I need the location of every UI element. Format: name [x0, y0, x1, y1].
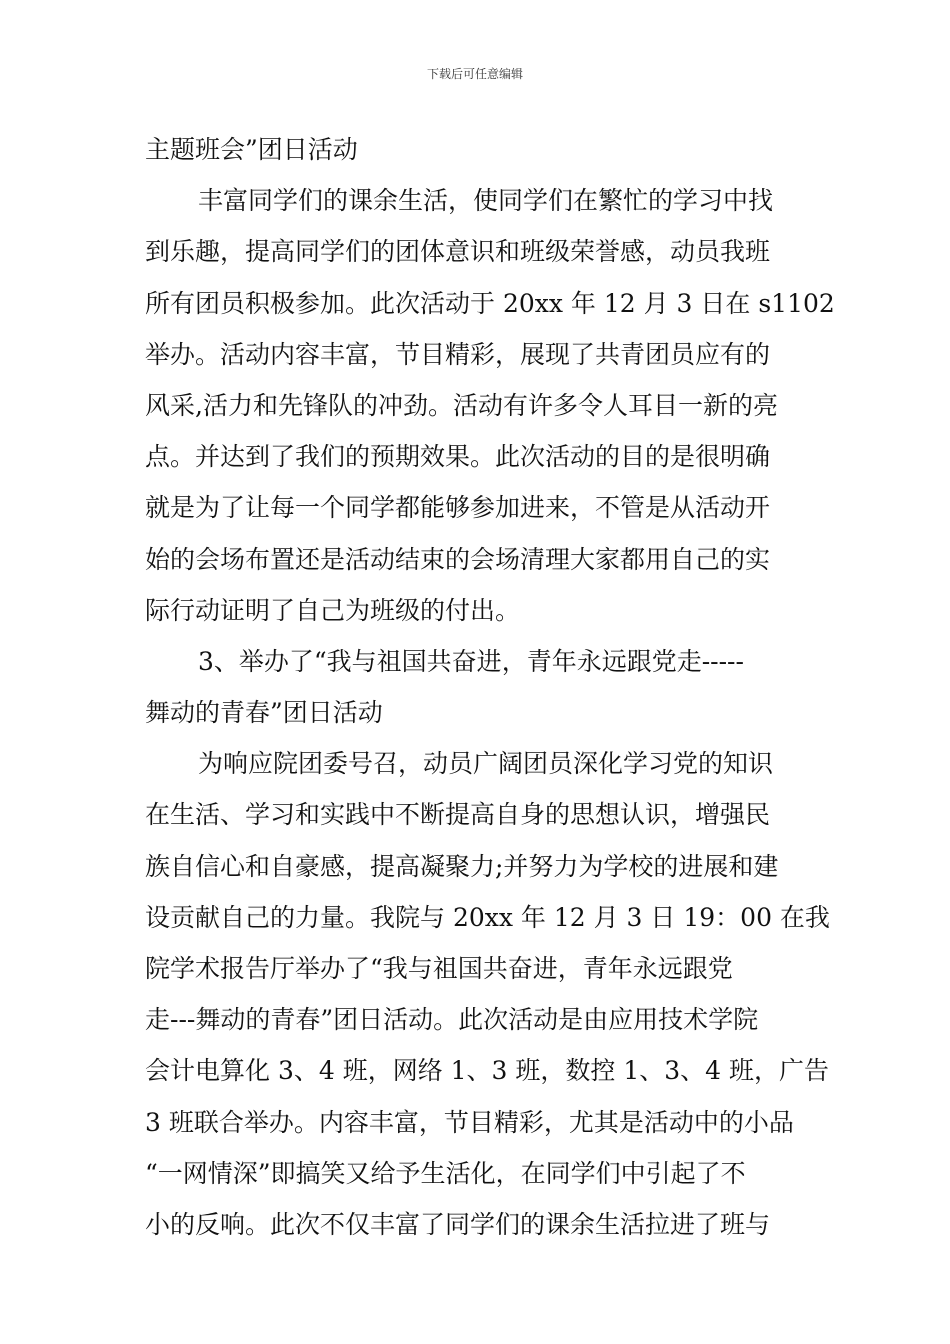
paragraph-first-line: 丰富同学们的课余生活，使同学们在繁忙的学习中找: [198, 186, 774, 216]
text-line: 始的会场布置还是活动结束的会场清理大家都用自己的实: [145, 544, 771, 574]
text-line: “一网情深”即搞笑又给予生活化，在同学们中引起了不: [145, 1158, 746, 1188]
text-line: 3 班联合举办。内容丰富，节目精彩，尤其是活动中的小品: [145, 1107, 794, 1137]
text-line: 会计电算化 3、4 班，网络 1、3 班，数控 1、3、4 班，广告: [145, 1056, 830, 1086]
paragraph-first-line: 3、举办了“我与祖国共奋进，青年永远跟党走-----: [198, 646, 744, 676]
document-body: [145, 124, 835, 1250]
text-line: 举办。活动内容丰富，节目精彩，展现了共青团员应有的: [145, 339, 771, 369]
text-line: 舞动的青春”团日活动: [145, 698, 383, 728]
text-line: 所有团员积极参加。此次活动于 20xx 年 12 月 3 日在 s1102: [145, 288, 835, 318]
text-line: 风采,活力和先锋队的冲劲。活动有许多令人耳目一新的亮: [145, 390, 778, 420]
paragraph-first-line: 为响应院团委号召，动员广阔团员深化学习党的知识: [198, 749, 774, 779]
text-line: 到乐趣，提高同学们的团体意识和班级荣誉感，动员我班: [145, 237, 771, 267]
text-line: 点。并达到了我们的预期效果。此次活动的目的是很明确: [145, 442, 771, 472]
text-line: 小的反响。此次不仅丰富了同学们的课余生活拉进了班与: [145, 1209, 771, 1239]
text-line: 主题班会”团日活动: [145, 135, 358, 164]
text-line: 族自信心和自豪感，提高凝聚力;并努力为学校的进展和建: [145, 851, 779, 881]
page-header: 下载后可任意编辑: [426, 67, 523, 81]
text-line: 际行动证明了自己为班级的付出。: [145, 595, 521, 625]
text-line: 院学术报告厅举办了“我与祖国共奋进，青年永远跟党: [145, 954, 733, 983]
text-line: 走---舞动的青春”团日活动。此次活动是由应用技术学院: [145, 1005, 759, 1035]
text-line: 在生活、学习和实践中不断提高自身的思想认识，增强民: [145, 800, 771, 830]
text-line: 就是为了让每一个同学都能够参加进来，不管是从活动开: [145, 493, 771, 523]
text-line: 设贡献自己的力量。我院与 20xx 年 12 月 3 日 19：00 在我: [145, 902, 830, 932]
